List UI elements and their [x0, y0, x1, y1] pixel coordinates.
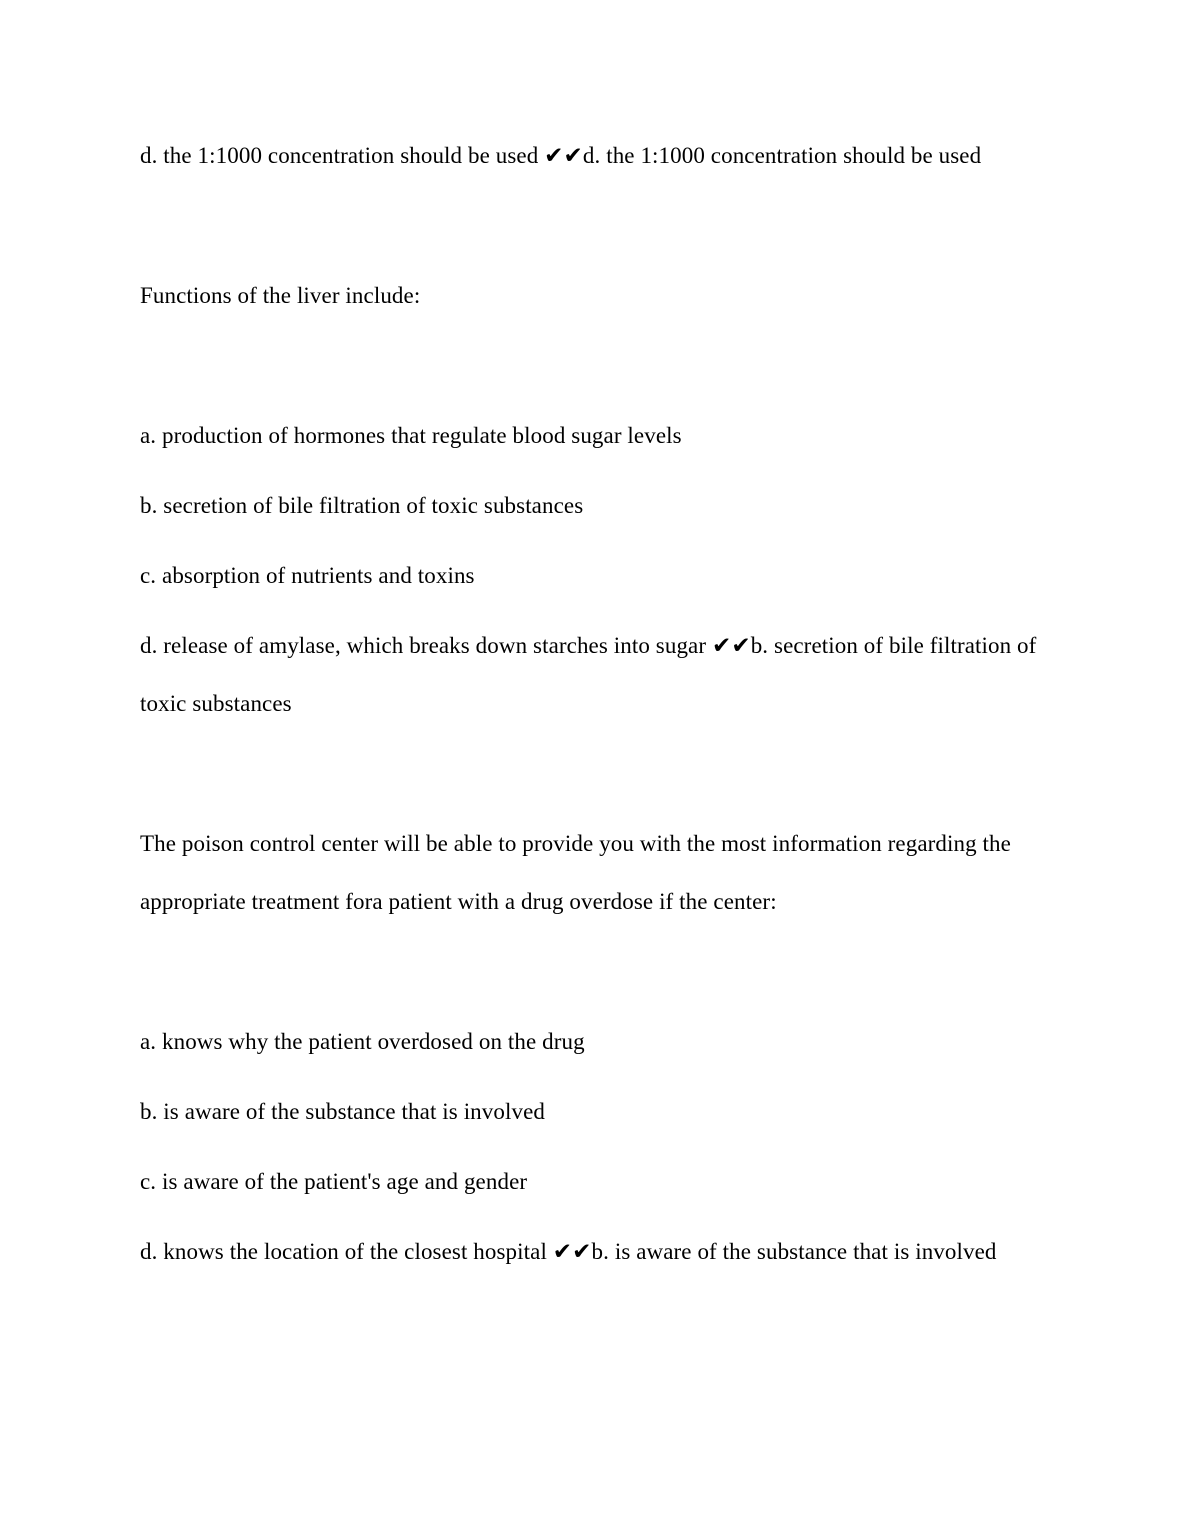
option-b-liver: b. secretion of bile filtration of toxic substances: [140, 493, 584, 518]
option-b-poison: b. is aware of the substance that is involved: [140, 1099, 545, 1124]
question-poison-control-line-1: The poison control center will be able to provide you with the most information regarding the: [140, 831, 1011, 856]
question-poison-control-line-2: appropriate treatment fora patient with a drug overdose if the center:: [140, 889, 777, 914]
option-d-liver-answer-continuation: toxic substances: [140, 691, 292, 716]
option-d-liver-with-answer: d. release of amylase, which breaks down starches into sugar ✔✔b. secretion of bile filtration of: [140, 633, 1037, 658]
option-d-poison-with-answer: d. knows the location of the closest hospital ✔✔b. is aware of the substance that is involved: [140, 1239, 997, 1264]
answer-line-concentration: d. the 1:1000 concentration should be used ✔✔d. the 1:1000 concentration should be used: [140, 143, 982, 168]
option-c-poison: c. is aware of the patient's age and gender: [140, 1169, 528, 1194]
option-a-poison: a. knows why the patient overdosed on the drug: [140, 1029, 585, 1054]
question-liver-functions: Functions of the liver include:: [140, 283, 421, 308]
option-c-liver: c. absorption of nutrients and toxins: [140, 563, 475, 588]
option-a-liver: a. production of hormones that regulate blood sugar levels: [140, 423, 682, 448]
